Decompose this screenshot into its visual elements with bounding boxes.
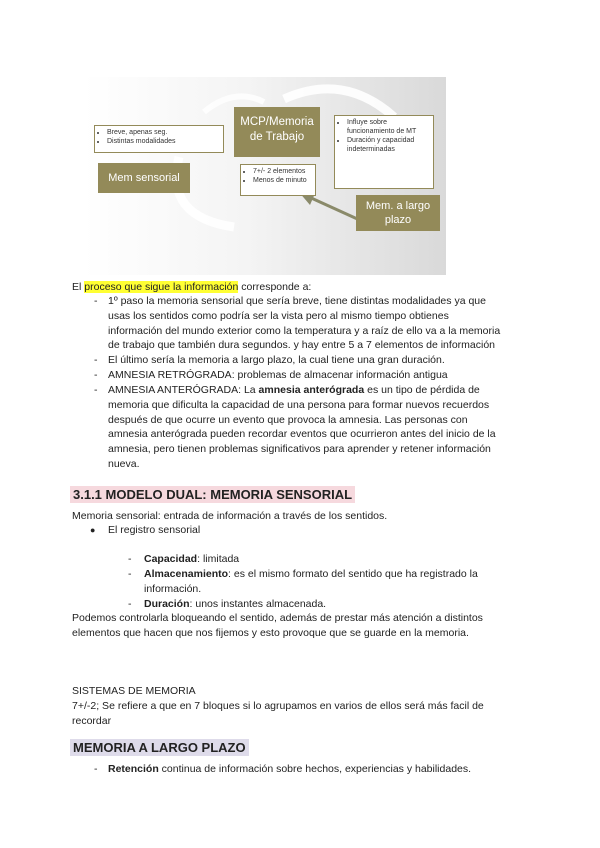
text-line: amnesia, pero tienen problemas significativos para aprender y retener información: [108, 443, 491, 456]
almacenamiento-text: : es el mismo formato del sentido que ha registrado la: [228, 568, 478, 580]
text-line: Podemos controlarla bloqueando el sentido, además de prestar más atención a distintos: [72, 612, 483, 624]
bloqueo-paragraph: [72, 611, 483, 641]
sistemas-de-memoria: SISTEMAS DE MEMORIA: [72, 685, 196, 697]
list-item-amnesia-retrograda: [108, 368, 448, 383]
list-dash: -: [94, 354, 98, 366]
mcp-box: [234, 107, 320, 157]
item-retencion: [108, 762, 471, 777]
text-line: información del mundo exterior como la temperatura y a raíz de ello va a la memoria: [108, 324, 501, 337]
registro-sensorial-item: El registro sensorial: [108, 524, 201, 536]
heading-modelo-dual: 3.1.1 MODELO DUAL: MEMORIA SENSORIAL: [70, 486, 355, 503]
intro-highlight: proceso que sigue la información: [84, 281, 239, 293]
retencion-label: Retención: [108, 763, 159, 775]
intro-after: corresponde a:: [238, 281, 312, 293]
antero-rest: es un tipo de pérdida de: [364, 384, 480, 396]
duracion-label: Duración: [144, 598, 190, 610]
item-almacenamiento: [144, 567, 478, 597]
text-line: usas los sentidos como podría ser la vista pero al mismo tiempo obtienes: [108, 309, 449, 322]
list-dash: -: [94, 384, 98, 396]
list-dash: -: [128, 553, 132, 565]
list-dash: -: [94, 763, 98, 775]
text-line: 7+/-2; Se refiere a que en 7 bloques si lo agrupamos en varios de ellos será más facil de: [72, 700, 484, 712]
heading-memoria-largo-plazo: MEMORIA A LARGO PLAZO: [70, 739, 249, 756]
mlp-notes: [334, 115, 434, 189]
mem-sensorial-box: [98, 163, 190, 193]
text-line: de trabajo que también dura segundos. y hay entre 5 a 7 elementos de información: [108, 339, 495, 352]
almacenamiento-cont: información.: [144, 582, 202, 595]
duracion-text: : unos instantes almacenada.: [189, 598, 327, 610]
text-line: elementos que hacen que nos fijemos y esto provoque que se guarde en la memoria.: [72, 626, 469, 639]
intro-before: El: [72, 281, 85, 293]
text-line: [108, 383, 496, 398]
mlp-title-line1: Mem. a largo: [365, 200, 431, 212]
antero-bold: amnesia anterógrada: [258, 384, 365, 396]
text-line: nueva.: [108, 457, 140, 470]
intro-line: [72, 280, 311, 295]
note-item: • Distintas modalidades: [107, 137, 220, 146]
memoria-sensorial-definition: Memoria sensorial: entrada de información a través de los sentidos.: [72, 510, 388, 522]
mem-sensorial-notes: [94, 125, 224, 153]
mcp-notes: [240, 164, 316, 196]
mlp-box: [356, 195, 440, 231]
note-item: • 7+/- 2 elementos: [253, 167, 312, 176]
text-line: después de que ocurre un evento que provoca la amnesia. Las personas con: [108, 413, 468, 426]
list-dash: -: [128, 568, 132, 580]
almacenamiento-label: Almacenamiento: [144, 568, 229, 580]
list-item-primer-paso: [108, 294, 500, 353]
list-dash: -: [128, 598, 132, 610]
memory-diagram: [84, 77, 446, 275]
capacidad-text: : limitada: [197, 553, 240, 565]
bullet-dot: ●: [90, 525, 96, 535]
note-item: • Menos de minuto: [253, 176, 312, 185]
capacidad-label: Capacidad: [144, 553, 198, 565]
text-line: recordar: [72, 714, 112, 727]
item-capacidad: [144, 552, 239, 567]
retencion-text: continua de información sobre hechos, experiencias y habilidades.: [158, 763, 472, 775]
list-item-ultimo: [108, 353, 445, 368]
siete-paragraph: [72, 699, 484, 729]
list-item-amnesia-anterograda: [108, 383, 496, 472]
note-item: • Influye sobre funcionamiento de MT: [347, 118, 430, 136]
note-item: • Breve, apenas seg.: [107, 128, 220, 137]
mlp-title-line2: plazo: [384, 214, 412, 226]
note-item: • Duración y capacidad indeterminadas: [347, 136, 430, 154]
text-line: amnesia anterógrada pueden recordar eventos que ocurrieron antes del inicio de la: [108, 428, 496, 441]
text-line: memoria que dificulta la capacidad de una persona para formar nuevos recuerdos: [108, 398, 490, 411]
antero-prefix: AMNESIA ANTERÓGRADA: La: [108, 384, 259, 396]
text-line: El último sería la memoria a largo plazo, la cual tiene una gran duración.: [108, 354, 445, 366]
mcp-title-line2: de Trabajo: [249, 131, 305, 143]
text-line: 1º paso la memoria sensorial que sería breve, tiene distintas modalidades ya que: [108, 295, 486, 307]
mem-sensorial-label: Mem sensorial: [108, 172, 180, 184]
list-dash: -: [94, 369, 98, 381]
list-dash: -: [94, 295, 98, 307]
item-duracion: [144, 597, 326, 612]
text-line: AMNESIA RETRÓGRADA: problemas de almacenar información antigua: [108, 369, 448, 381]
mcp-title-line1: MCP/Memoria: [240, 116, 314, 128]
